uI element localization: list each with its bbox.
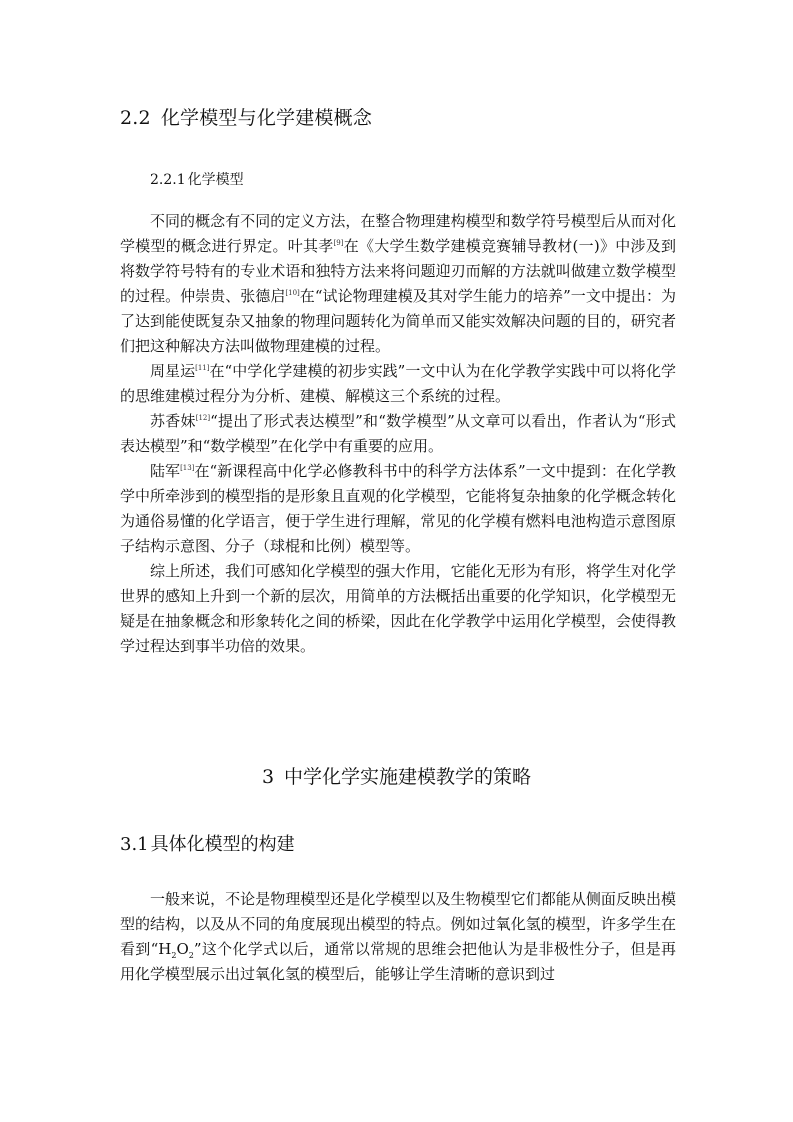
paragraph-definition <box>120 209 676 359</box>
citation-marker: [9] <box>333 239 344 247</box>
section-number: 2.2 <box>120 107 151 129</box>
text-run: 苏香妹 <box>150 412 196 430</box>
citation-marker: [10] <box>285 289 300 297</box>
chapter-number: 3 <box>261 766 275 788</box>
section-number: 3.1 <box>120 834 149 855</box>
body-text-2-2-1 <box>120 209 676 659</box>
citation-marker: [12] <box>195 414 211 422</box>
section-heading-3-1 <box>120 832 295 858</box>
section-title: 化学模型与化学建模概念 <box>160 107 373 129</box>
formula-element: O <box>176 940 189 958</box>
subsection-heading-2-2-1 <box>150 169 244 191</box>
subsection-title: 化学模型 <box>187 172 244 188</box>
paragraph-model-structure <box>120 887 676 987</box>
text-run: 在“试论物理建模及其对学生能力的培养”一文中提出：为了达到能使既复杂又抽象的物理问题转化为简单而又能实效解决问题的目的，研究者们把这种解决方法叫做物理建模的过程。 <box>120 287 676 355</box>
paragraph-su <box>120 409 676 459</box>
chapter-title: 中学化学实施建模教学的策略 <box>284 766 532 788</box>
text-run: 不同的概念有不同的定义方法，在整合物理建构模型和数学符号模型后从而对化学模型的概念进行界定。叶其孝 <box>120 212 676 255</box>
section-heading-2-2 <box>120 105 372 131</box>
section-title: 具体化模型的构建 <box>150 834 295 855</box>
text-run: 一般来说，不论是物理模型还是化学模型以及生物模型它们都能从侧面反映出模型的结构，以及从不同的角度展现出模型的特点。例如过氧化氢的模型，许多学生在看到“ <box>120 890 676 958</box>
formula-element: H <box>158 940 172 958</box>
text-run: ”这个化学式以后，通常以常规的思维会把他认为是非极性分子，但是再用化学模型展示出过氧化氢的模型后，能够让学生清晰的意识到过 <box>120 940 676 983</box>
text-run: 在《大学生数学建模竞赛辅导教材(一)》中涉及到将数学符号特有的专业术语和独特方法来将问题迎刃而解的方法就叫做建立数学模型的过程。仲崇贵、张德启 <box>120 237 676 305</box>
citation-marker: [11] <box>195 364 210 372</box>
paragraph-lu <box>120 459 676 559</box>
paragraph-summary: 综上所述，我们可感知化学模型的强大作用，它能化无形为有形，将学生对化学世界的感知上升到一个新的层次，用简单的方法概括出重要的化学知识，化学模型无疑是在抽象概念和形象转化之间的桥梁，因此在化学教学中运用化学模型，会使得教学过程达到事半功倍的效果。 <box>120 562 676 655</box>
text-run: 陆军 <box>150 462 181 480</box>
text-run: 在“中学化学建模的初步实践”一文中认为在化学教学实践中可以将化学的思维建模过程分为分析、建模、解模这三个系统的过程。 <box>120 362 676 405</box>
subsection-number: 2.2.1 <box>150 172 186 188</box>
body-text-3-1 <box>120 887 676 987</box>
text-run: 在“新课程高中化学必修教科书中的科学方法体系”一文中提到：在化学教学中所牵涉到的模型指的是形象且直观的化学模型，它能将复杂抽象的化学概念转化为通俗易懂的化学语言，便于学生进行理解，常见的化学模有燃料电池构造示意图原子结构示意图、分子（球棍和比例）模型等。 <box>120 462 676 555</box>
chapter-heading-3 <box>0 764 793 790</box>
text-run: “提出了形式表达模型”和“数学模型”从文章可以看出，作者认为“形式表达模型”和“数学模型”在化学中有重要的应用。 <box>120 412 676 455</box>
formula-subscript: 2 <box>171 951 177 960</box>
chemical-formula <box>158 940 194 958</box>
citation-marker: [13] <box>180 464 195 472</box>
text-run: 周星运 <box>150 362 196 380</box>
formula-subscript: 2 <box>188 951 194 960</box>
paragraph-zhou <box>120 359 676 409</box>
